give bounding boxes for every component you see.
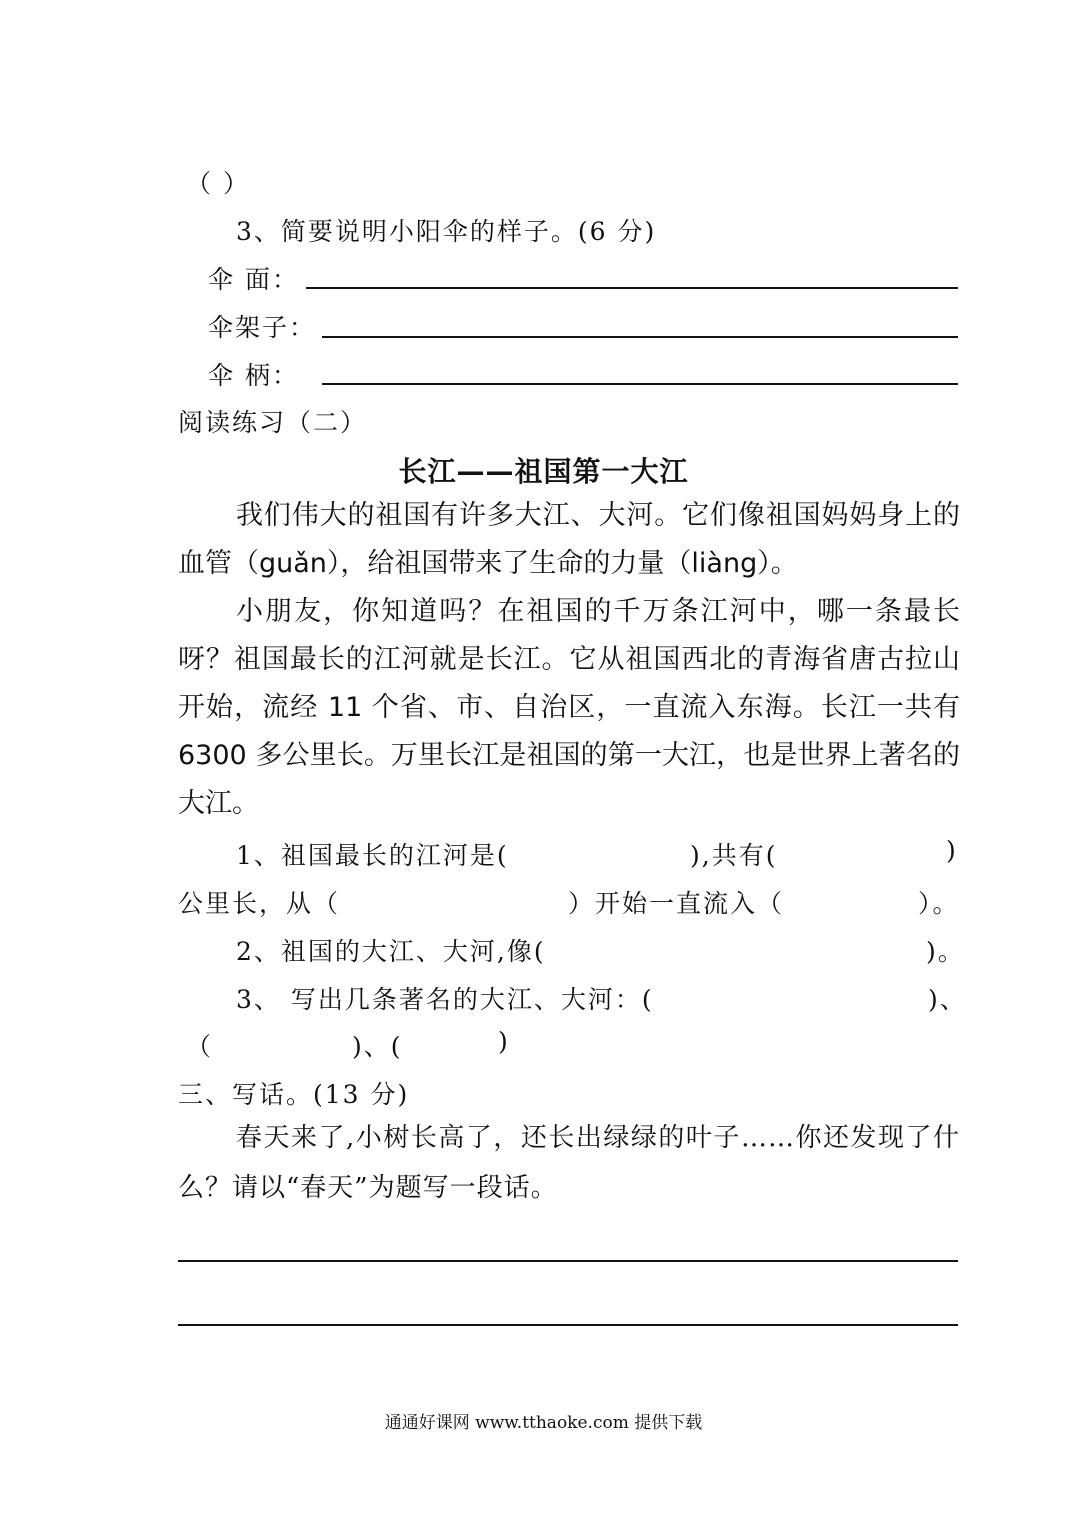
question-3-part-b: )、 — [928, 985, 967, 1014]
question-1-part-c: ) — [946, 836, 958, 865]
question-2-part-b: )。 — [926, 937, 965, 966]
label-umbrella-face: 伞 面： — [208, 265, 299, 294]
writing-prompt — [178, 1113, 960, 1213]
label-umbrella-frame: 伞架子： — [208, 313, 317, 342]
section-heading-writing: 三、写话。(13 分) — [178, 1080, 410, 1109]
question-1-part-d: 公里长，从（ — [178, 889, 341, 918]
passage-paragraph-1: 我们伟大的祖国有许多大江、大河。它们像祖国妈妈身上的血管（guǎn），给祖国带来了生命的力量（liàng）。 — [178, 500, 960, 579]
label-umbrella-handle: 伞 柄： — [208, 361, 299, 390]
question-3-part-c: （ — [186, 1032, 214, 1061]
question-1-part-f: ）。 — [918, 889, 960, 918]
writing-line-1 — [178, 1260, 958, 1262]
section-heading-reading-2: 阅读练习（二） — [178, 408, 368, 437]
passage-title: 长江——祖国第一大江 — [398, 455, 689, 488]
question-1-part-a: 1、祖国最长的江河是( — [236, 841, 509, 870]
writing-line-2 — [178, 1324, 958, 1326]
writing-prompt-text: 春天来了,小树长高了，还长出绿绿的叶子……你还发现了什么？请以“春天”为题写一段话。 — [178, 1123, 960, 1203]
answer-blank-paren: （ ） — [186, 169, 250, 198]
question-3: 3、简要说明小阳伞的样子。(6 分) — [236, 217, 657, 246]
passage-body — [178, 492, 960, 828]
question-1-part-b: ),共有( — [690, 841, 778, 870]
question-3-part-e: ) — [498, 1027, 510, 1056]
answer-line-umbrella-handle — [322, 383, 958, 385]
passage-paragraph-2: 小朋友，你知道吗？在祖国的千万条江河中，哪一条最长呀？祖国最长的江河就是长江。它从祖国西北的青海省唐古拉山开始，流经 11 个省、市、自治区，一直流入东海。长江一共有 6300 多公里长。万里长江是祖国的第一大江，也是世界上著名的大江。 — [178, 596, 960, 819]
question-1-part-e: ）开始一直流入（ — [568, 889, 785, 918]
answer-line-umbrella-frame — [322, 336, 958, 338]
question-3-part-a: 3、 写出几条著名的大江、大河：( — [236, 985, 654, 1014]
question-2-part-a: 2、祖国的大江、大河,像( — [236, 937, 546, 966]
question-3-part-d: )、( — [352, 1032, 403, 1061]
answer-line-umbrella-face — [306, 287, 958, 289]
footer-source: 通通好课网 www.tthaoke.com 提供下载 — [384, 1413, 703, 1433]
